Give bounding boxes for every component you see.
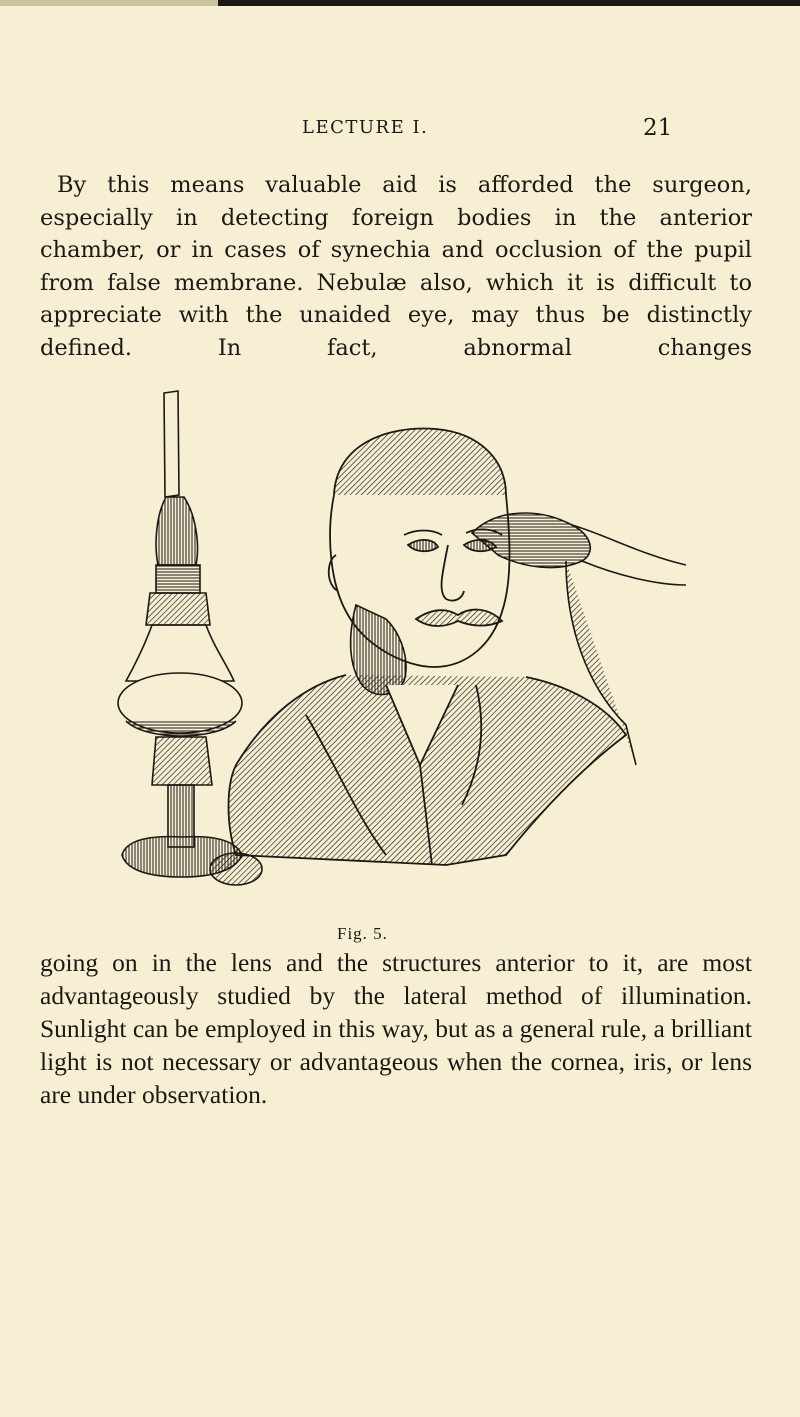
page-top-edge-light bbox=[0, 0, 218, 6]
running-head: LECTURE I. bbox=[302, 117, 429, 138]
page-number: 21 bbox=[643, 115, 673, 141]
patient-coat bbox=[229, 675, 627, 865]
figure-caption: Fig. 5. bbox=[337, 924, 388, 943]
figure-illustration bbox=[86, 385, 718, 913]
paragraph-bottom: going on in the lens and the structures anterior to it, are most advantageously studied by the lateral method of illumination. Sunlight can be employed in this way, but as a general rule, a brilliant light is not necessary or advantageous when the cornea, iris, or lens are under observation. bbox=[40, 948, 752, 1109]
paragraph-top: By this means valuable aid is afforded the surgeon, especially in detecting foreign bodies in the anterior chamber, or in cases of synechia and occlusion of the pupil from false membrane. Nebulæ also, which it is difficult to appreciate with the unaided eye, may thus be distinctly defined. In fact, abnormal changes bbox=[40, 172, 752, 361]
